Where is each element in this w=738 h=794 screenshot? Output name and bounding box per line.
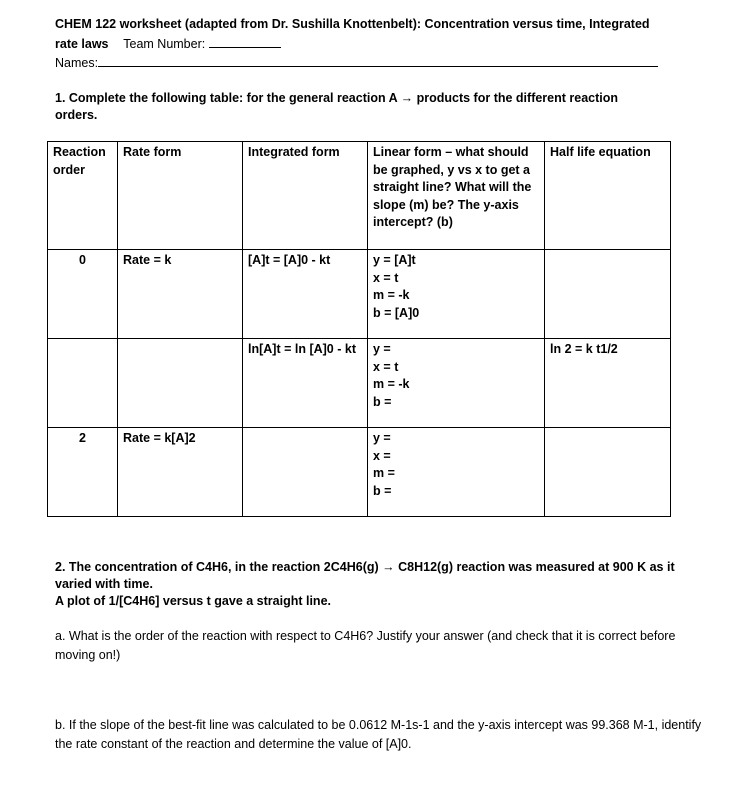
linear-m: m = -k <box>373 377 410 391</box>
rate-form-cell: Rate = k <box>118 250 243 339</box>
linear-form-cell <box>368 339 545 428</box>
half-life-cell[interactable] <box>545 250 671 339</box>
table-header-row <box>48 142 671 250</box>
header-integrated-form: Integrated form <box>243 142 368 250</box>
order-cell[interactable] <box>48 339 118 428</box>
worksheet-title: CHEM 122 worksheet (adapted from Dr. Sushilla Knottenbelt): Concentration versus time, Integrated <box>55 17 650 31</box>
names-line <box>55 54 658 72</box>
linear-x: x = t <box>373 270 399 285</box>
question-1-line-1: 1. Complete the following table: for the general reaction A → products for the different reaction <box>55 91 619 105</box>
question-1-line-2: orders. <box>55 108 98 122</box>
question-1 <box>55 90 695 124</box>
team-number-blank[interactable] <box>209 35 281 48</box>
table-row <box>48 428 671 517</box>
rate-form-cell[interactable] <box>118 339 243 428</box>
linear-form-cell <box>368 428 545 517</box>
order-cell: 0 <box>48 250 118 339</box>
integrated-form-cell: [A]t = [A]0 - kt <box>243 250 368 339</box>
linear-b[interactable]: b = <box>373 394 392 409</box>
linear-y[interactable]: y = <box>373 431 391 445</box>
linear-x[interactable]: x = <box>373 448 391 463</box>
question-2-line-2: varied with time. <box>55 577 153 591</box>
names-label: Names: <box>55 56 99 70</box>
linear-y: y = [A]t <box>373 253 416 267</box>
linear-m[interactable]: m = <box>373 466 395 480</box>
question-2 <box>55 559 705 610</box>
header-half-life: Half life equation <box>545 142 671 250</box>
table-row <box>48 250 671 339</box>
linear-m: m = -k <box>373 288 410 302</box>
question-2-line-3: A plot of 1/[C4H6] versus t gave a straight line. <box>55 594 331 608</box>
linear-y[interactable]: y = <box>373 342 391 356</box>
linear-x: x = t <box>373 359 399 374</box>
integrated-form-cell[interactable] <box>243 428 368 517</box>
order-cell: 2 <box>48 428 118 517</box>
half-life-cell: ln 2 = k t1/2 <box>545 339 671 428</box>
table-row <box>48 339 671 428</box>
question-2b: b. If the slope of the best-fit line was calculated to be 0.0612 M-1s-1 and the y-axis intercept was 99.368 M-1, identify the rate constant of the reaction and determine the value of [A]0. <box>55 718 702 751</box>
team-number-label: Team Number: <box>123 37 206 51</box>
linear-b[interactable]: b = <box>373 483 392 498</box>
rate-form-cell: Rate = k[A]2 <box>118 428 243 517</box>
header-rate-form: Rate form <box>118 142 243 250</box>
linear-form-cell <box>368 250 545 339</box>
integrated-form-cell: ln[A]t = ln [A]0 - kt <box>243 339 368 428</box>
question-2a: a. What is the order of the reaction with respect to C4H6? Justify your answer (and check that it is correct before moving on!) <box>55 629 676 662</box>
header-linear-form: Linear form – what should be graphed, y vs x to get a straight line? What will the slope (m) be? The y-axis intercept? (b) <box>368 142 545 250</box>
question-2-line-1: 2. The concentration of C4H6, in the reaction 2C4H6(g) → C8H12(g) reaction was measured at 900 K as it <box>55 560 675 574</box>
header-reaction-order: Reaction order <box>48 142 118 250</box>
title-continuation: rate laws <box>55 37 109 51</box>
title-line-2 <box>55 35 281 53</box>
names-blank[interactable] <box>98 54 658 67</box>
half-life-cell[interactable] <box>545 428 671 517</box>
rate-law-table <box>47 141 671 517</box>
linear-b: b = [A]0 <box>373 305 420 320</box>
